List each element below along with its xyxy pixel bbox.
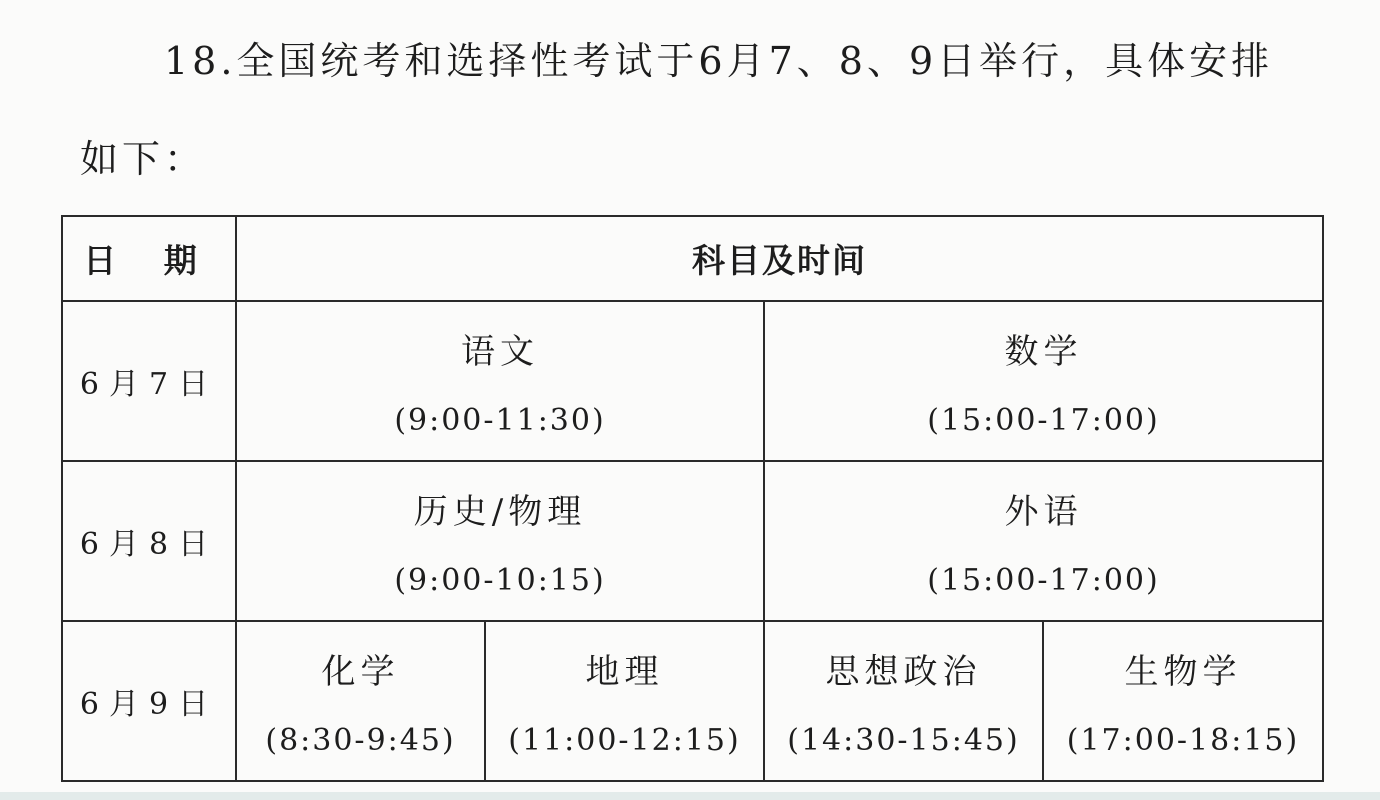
table-row — [62, 301, 1323, 461]
exam-cell — [236, 621, 485, 781]
exam-cell — [236, 301, 764, 461]
exam-cell — [764, 461, 1323, 621]
subject-name: 历史/物理 — [413, 492, 587, 532]
exam-cell — [764, 301, 1323, 461]
date-cell: 6月9日 — [62, 621, 236, 781]
exam-time: (11:00-12:15) — [508, 723, 741, 758]
bottom-edge-divider — [0, 792, 1380, 800]
date-cell: 6月7日 — [62, 301, 236, 461]
paragraph-line-2: 如下： — [80, 137, 207, 181]
header-date: 日 期 — [62, 216, 236, 301]
exam-time: (9:00-10:15) — [394, 563, 606, 598]
subject-name: 语文 — [461, 332, 539, 372]
exam-cell — [236, 461, 764, 621]
subject-name: 化学 — [321, 652, 400, 692]
exam-cell — [764, 621, 1043, 781]
exam-schedule-table — [61, 215, 1324, 782]
exam-cell — [1043, 621, 1323, 781]
exam-time: (15:00-17:00) — [927, 563, 1160, 598]
date-cell: 6月8日 — [62, 461, 236, 621]
subject-name: 生物学 — [1124, 652, 1242, 692]
header-subjects-and-time: 科目及时间 — [236, 216, 1323, 301]
subject-name: 思想政治 — [825, 652, 982, 692]
exam-time: (17:00-18:15) — [1066, 723, 1300, 758]
exam-time: (8:30-9:45) — [265, 723, 456, 758]
exam-cell — [485, 621, 764, 781]
exam-time: (15:00-17:00) — [927, 403, 1160, 438]
table-header-row — [62, 216, 1323, 301]
table-row — [62, 461, 1323, 621]
paragraph-line-1: 18.全国统考和选择性考试于6月7、8、9日举行，具体安排 — [164, 39, 1274, 83]
subject-name: 数学 — [1004, 332, 1083, 372]
table-row — [62, 621, 1323, 781]
subject-name: 外语 — [1004, 492, 1083, 532]
exam-time: (14:30-15:45) — [787, 723, 1020, 758]
subject-name: 地理 — [585, 652, 664, 692]
exam-time: (9:00-11:30) — [394, 403, 606, 438]
